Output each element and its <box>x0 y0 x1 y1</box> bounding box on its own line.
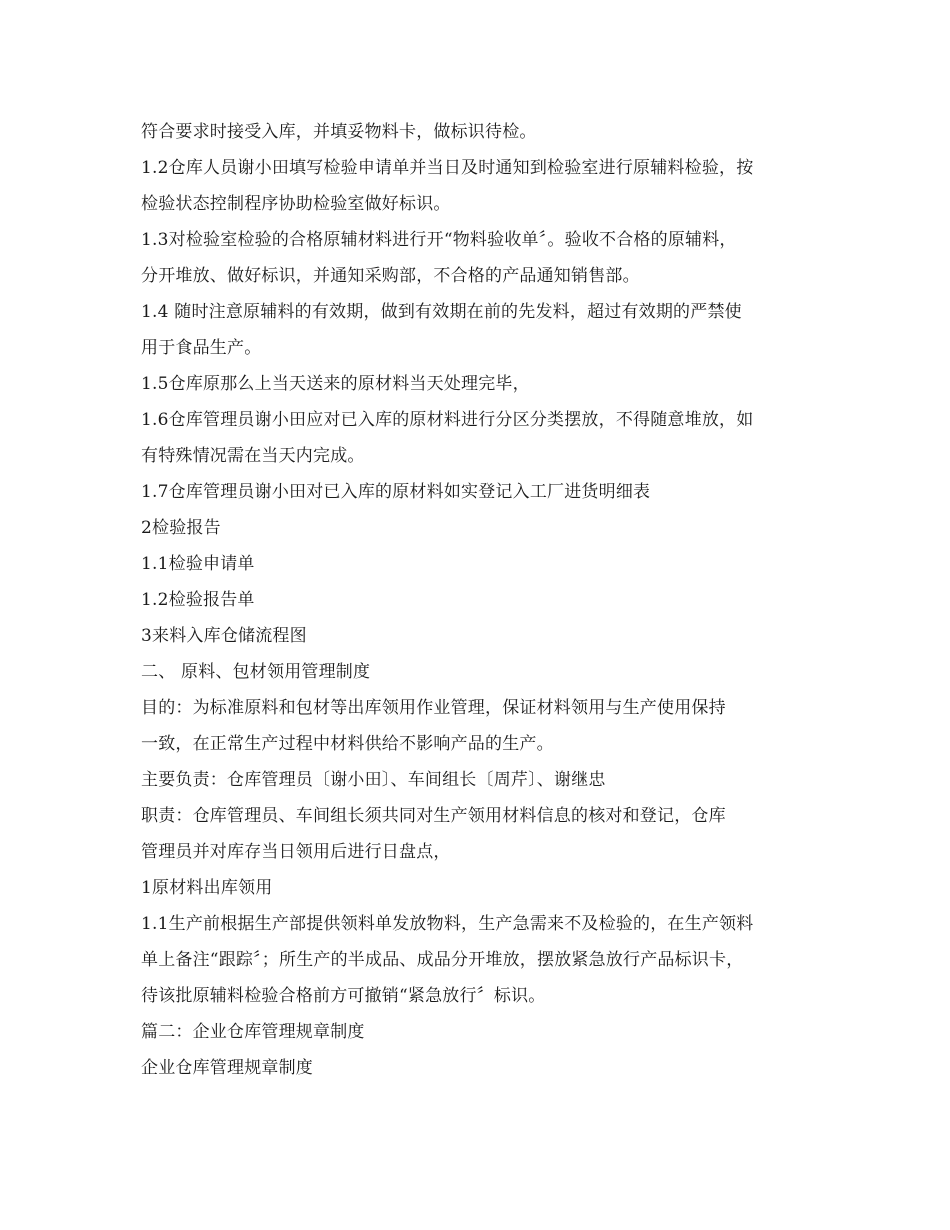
text-line-20: 职责：仓库管理员、车间组长须共同对生产领用材料信息的核对和登记，仓库 <box>141 806 726 826</box>
text-line-17: 目的：为标准原料和包材等出库领用作业管理，保证材料领用与生产使用保持 <box>141 698 726 718</box>
section-heading-flowchart: 3来料入库仓储流程图 <box>141 626 307 646</box>
section-heading-inspection-report: 2检验报告 <box>141 518 221 538</box>
document-title-warehouse-rules: 企业仓库管理规章制度 <box>141 1058 313 1078</box>
text-line-18: 一致，在正常生产过程中材料供给不影响产品的生产。 <box>141 734 554 754</box>
text-line-19: 主要负责：仓库管理员〔谢小田〕、车间组长〔周芹〕、谢继忠 <box>141 770 606 790</box>
text-line-6: 1.4 随时注意原辅料的有效期，做到有效期在前的先发料，超过有效期的严禁使 <box>141 302 742 322</box>
text-line-24: 单上备注“跟踪〞；所生产的半成品、成品分开堆放，摆放紧急放行产品标识卡， <box>141 950 744 970</box>
text-line-4: 1.3对检验室检验的合格原辅材料进行开“物料验收单〞。验收不合格的原辅料， <box>141 230 737 250</box>
text-line-3: 检验状态控制程序协助检验室做好标识。 <box>141 194 451 214</box>
section-heading-material-usage: 二、 原料、包材领用管理制度 <box>141 662 371 682</box>
text-line-10: 有特殊情况需在当天内完成。 <box>141 446 365 466</box>
text-line-2: 1.2仓库人员谢小田填写检验申请单并当日及时通知到检验室进行原辅料检验，按 <box>141 158 754 178</box>
text-line-5: 分开堆放、做好标识，并通知采购部，不合格的产品通知销售部。 <box>141 266 640 286</box>
section-heading-material-outbound: 1原材料出库领用 <box>141 878 273 898</box>
section-heading-part-two: 篇二：企业仓库管理规章制度 <box>141 1022 365 1042</box>
text-line-13: 1.1检验申请单 <box>141 554 255 574</box>
text-line-7: 用于食品生产。 <box>141 338 262 358</box>
document-body <box>141 114 821 1086</box>
text-line-23: 1.1生产前根据生产部提供领料单发放物料，生产急需来不及检验的，在生产领料 <box>141 914 754 934</box>
text-line-1: 符合要求时接受入库，并填妥物料卡，做标识待检。 <box>141 122 537 142</box>
text-line-21: 管理员并对库存当日领用后进行日盘点， <box>141 842 451 862</box>
text-line-25: 待该批原辅料检验合格前方可撤销“紧急放行〞标识。 <box>141 986 546 1006</box>
text-line-11: 1.7仓库管理员谢小田对已入库的原材料如实登记入工厂进货明细表 <box>141 482 651 502</box>
text-line-8: 1.5仓库原那么上当天送来的原材料当天处理完毕， <box>141 374 530 394</box>
text-line-9: 1.6仓库管理员谢小田应对已入库的原材料进行分区分类摆放，不得随意堆放，如 <box>141 410 754 430</box>
text-line-14: 1.2检验报告单 <box>141 590 255 610</box>
